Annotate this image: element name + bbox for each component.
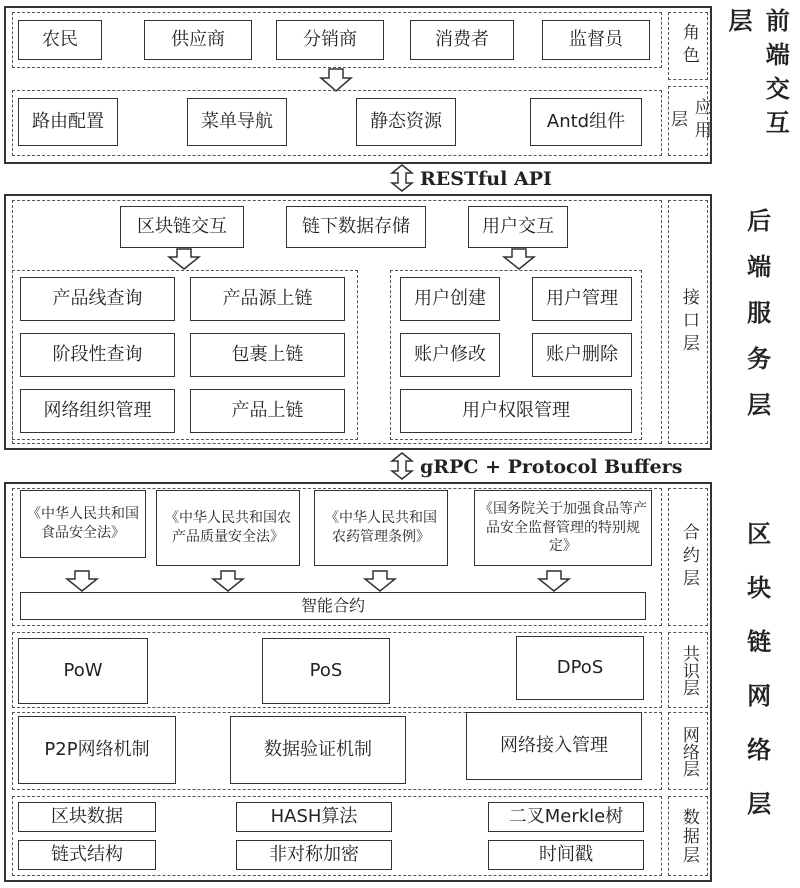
consensus-layer-label: 共识层 bbox=[668, 632, 708, 708]
network-layer-label: 网络层 bbox=[668, 712, 708, 790]
app-antd: Antd组件 bbox=[530, 98, 642, 146]
data-layer-label: 数据层 bbox=[668, 796, 708, 876]
account-delete: 账户删除 bbox=[532, 333, 632, 377]
app-static: 静态资源 bbox=[356, 98, 456, 146]
app-menu: 菜单导航 bbox=[187, 98, 287, 146]
down-arrow-icon bbox=[503, 248, 535, 270]
law-food-safety: 《中华人民共和国食品安全法》 bbox=[20, 490, 146, 558]
chain-structure: 链式结构 bbox=[18, 840, 156, 870]
down-arrow-icon bbox=[66, 570, 98, 592]
merkle-tree: 二叉Merkle树 bbox=[488, 802, 644, 832]
user-create: 用户创建 bbox=[400, 277, 500, 321]
law-state-council-regulation: 《国务院关于加强食品等产品安全监督管理的特别规定》 bbox=[474, 490, 652, 566]
interface-layer-label: 接口层 bbox=[668, 200, 708, 444]
role-distributor: 分销商 bbox=[276, 20, 384, 60]
network-access-management: 网络接入管理 bbox=[466, 712, 642, 780]
bidirectional-arrow-icon bbox=[390, 452, 414, 480]
consensus-pos: PoS bbox=[262, 638, 390, 704]
package-onchain: 包裹上链 bbox=[190, 333, 345, 377]
role-supervisor: 监督员 bbox=[542, 20, 650, 60]
hash-algorithm: HASH算法 bbox=[236, 802, 392, 832]
down-arrow-icon bbox=[212, 570, 244, 592]
role-farmer: 农民 bbox=[18, 20, 102, 60]
app-routing: 路由配置 bbox=[18, 98, 118, 146]
down-arrow-icon bbox=[364, 570, 396, 592]
block-data: 区块数据 bbox=[18, 802, 156, 832]
law-pesticide-management: 《中华人民共和国农药管理条例》 bbox=[314, 490, 448, 566]
role-supplier: 供应商 bbox=[144, 20, 252, 60]
restful-api-label: RESTful API bbox=[420, 168, 552, 190]
down-arrow-icon bbox=[320, 68, 352, 92]
consensus-pow: PoW bbox=[18, 638, 148, 704]
product-line-query: 产品线查询 bbox=[20, 277, 175, 321]
smart-contract-box: 智能合约 bbox=[20, 592, 646, 620]
p2p-network-mechanism: P2P网络机制 bbox=[18, 716, 176, 784]
frontend-layer-title: 前端交互层 bbox=[724, 8, 790, 144]
role-label: 角色 bbox=[668, 12, 708, 80]
network-org-management: 网络组织管理 bbox=[20, 389, 175, 433]
asymmetric-encryption: 非对称加密 bbox=[236, 840, 392, 870]
account-modify: 账户修改 bbox=[400, 333, 500, 377]
user-permission-management: 用户权限管理 bbox=[400, 389, 632, 433]
contract-layer-label: 合约层 bbox=[668, 488, 708, 626]
stage-query: 阶段性查询 bbox=[20, 333, 175, 377]
blockchain-interaction-box: 区块链交互 bbox=[120, 206, 244, 248]
product-source-onchain: 产品源上链 bbox=[190, 277, 345, 321]
bidirectional-arrow-icon bbox=[390, 164, 414, 192]
timestamp: 时间戳 bbox=[488, 840, 644, 870]
user-manage: 用户管理 bbox=[532, 277, 632, 321]
product-onchain: 产品上链 bbox=[190, 389, 345, 433]
down-arrow-icon bbox=[538, 570, 570, 592]
consensus-dpos: DPoS bbox=[516, 636, 644, 700]
app-layer-label: 应用层 bbox=[668, 86, 708, 156]
user-interaction-box: 用户交互 bbox=[468, 206, 568, 248]
grpc-protobuf-label: gRPC + Protocol Buffers bbox=[420, 456, 683, 478]
down-arrow-icon bbox=[168, 248, 200, 270]
law-agri-product-quality: 《中华人民共和国农产品质量安全法》 bbox=[156, 490, 300, 566]
backend-layer-title: 后端服务层 bbox=[742, 208, 771, 438]
data-verification-mechanism: 数据验证机制 bbox=[230, 716, 406, 784]
offchain-storage-box: 链下数据存储 bbox=[286, 206, 426, 248]
role-consumer: 消费者 bbox=[410, 20, 514, 60]
blockchain-layer-title: 区块链网络层 bbox=[742, 521, 771, 845]
